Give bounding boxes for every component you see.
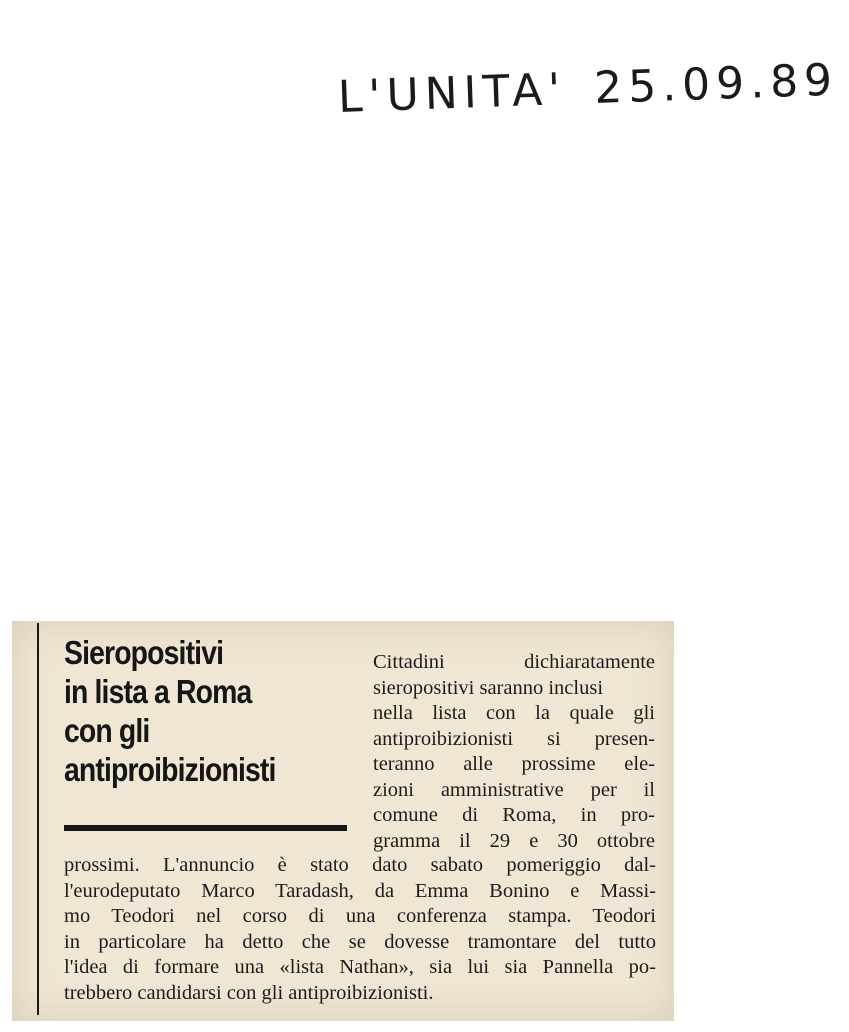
column-rule — [37, 623, 39, 1015]
body-line: gramma il 29 e 30 ottobre — [373, 829, 655, 852]
headline-underline — [64, 825, 347, 831]
body-line: mo Teodori nel corso di una conferenza stampa. Teodori — [64, 905, 656, 927]
body-line: trebbero candidarsi con gli antiproibizionisti. — [64, 981, 434, 1004]
body-line: antiproibizionisti si presen- — [373, 727, 655, 750]
body-line: Cittadini dichiaratamente — [373, 651, 655, 673]
article-headline — [64, 633, 322, 789]
body-line: comune di Roma, in pro- — [373, 804, 655, 826]
headline-line: in lista a Roma — [64, 673, 252, 710]
newspaper-clipping — [12, 621, 674, 1021]
handwritten-source-date — [337, 55, 839, 123]
headline-line: antiproibizionisti — [64, 751, 276, 788]
headline-line: Sieropositivi — [64, 634, 224, 671]
body-line: nella lista con la quale gli — [373, 702, 655, 724]
body-line: in particolare ha detto che se dovesse tramontare del tutto — [64, 930, 656, 953]
body-line: sieropositivi saranno inclusi — [373, 676, 604, 699]
source-name: L'UNITA' — [337, 64, 568, 123]
article-body-right-column — [373, 650, 655, 854]
headline-line: con gli — [64, 712, 150, 749]
body-line: l'eurodeputato Marco Taradash, da Emma Bonino e Massi- — [64, 879, 656, 902]
body-line: prossimi. L'annuncio è stato dato sabato pomeriggio dal- — [64, 854, 656, 876]
body-line: l'idea di formare una «lista Nathan», sia lui sia Pannella po- — [64, 956, 656, 978]
body-line: zioni amministrative per il — [373, 778, 655, 801]
article-body-full-width — [64, 853, 656, 1006]
body-line: teranno alle prossime ele- — [373, 753, 655, 775]
source-date: 25.09.89 — [593, 54, 839, 115]
